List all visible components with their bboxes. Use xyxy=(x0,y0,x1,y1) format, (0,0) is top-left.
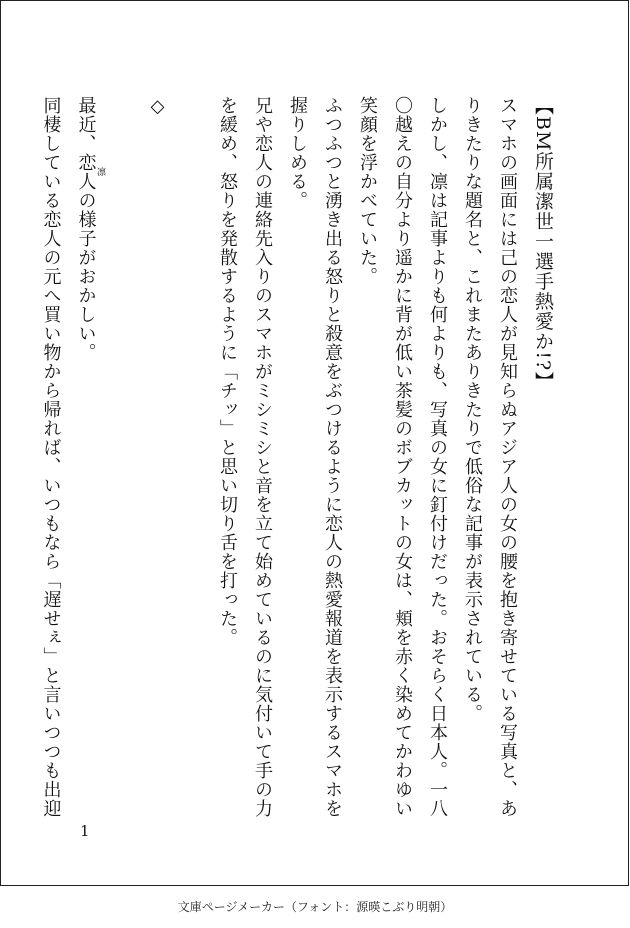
blank-line xyxy=(105,96,140,821)
paragraph-5-after: の様子がおかしい。 xyxy=(75,191,97,362)
paragraph-4: 兄や恋人の連絡先入りのスマホがミシミシと音を立て始めているのに気付いて手の力を緩め、怒りを発散するように「チッ」と思い切り舌を打った。 xyxy=(217,96,273,818)
paragraph-1: スマホの画面には己の恋人が見知らぬアジア人の女の腰を抱き寄せている写真と、ありきたりな題名と、これまたありきたりで低俗な記事が表示されている。 xyxy=(462,96,518,818)
article-headline: 【BM所属潔世一選手熱愛か!?】 xyxy=(532,96,554,392)
ruby-reading: 凛 xyxy=(95,153,105,191)
paragraph-5 xyxy=(69,96,106,821)
footer-credit: 文庫ページメーカー（フォント：源暎こぶり明朝） xyxy=(177,900,453,914)
blank-line xyxy=(175,96,210,821)
scene-separator: ◇ xyxy=(147,96,168,118)
paragraph-2: しかし、凛は記事よりも何よりも、写真の女に釘付けだった。おそらく日本人。一八〇越えの自分より遥かに背が低い茶髪のボブカットの女は、頬を赤く染めてかわゆい笑顔を浮かべていた。 xyxy=(357,96,448,818)
paragraph-3: ふつふつと湧き出る怒りと殺意をぶつけるように恋人の熱愛報道を表示するスマホを握りしめる。 xyxy=(287,96,343,818)
paragraph-5-before: 最近、 xyxy=(75,96,97,153)
ruby-base: 恋人 xyxy=(75,153,97,191)
page-number: 1 xyxy=(80,822,90,840)
paragraph-6: 同棲している恋人の元へ買い物から帰れば、いつもなら「遅せぇ」と言いつつも出迎 xyxy=(40,96,62,818)
ruby-koibito xyxy=(75,153,105,191)
novel-body xyxy=(34,96,561,821)
